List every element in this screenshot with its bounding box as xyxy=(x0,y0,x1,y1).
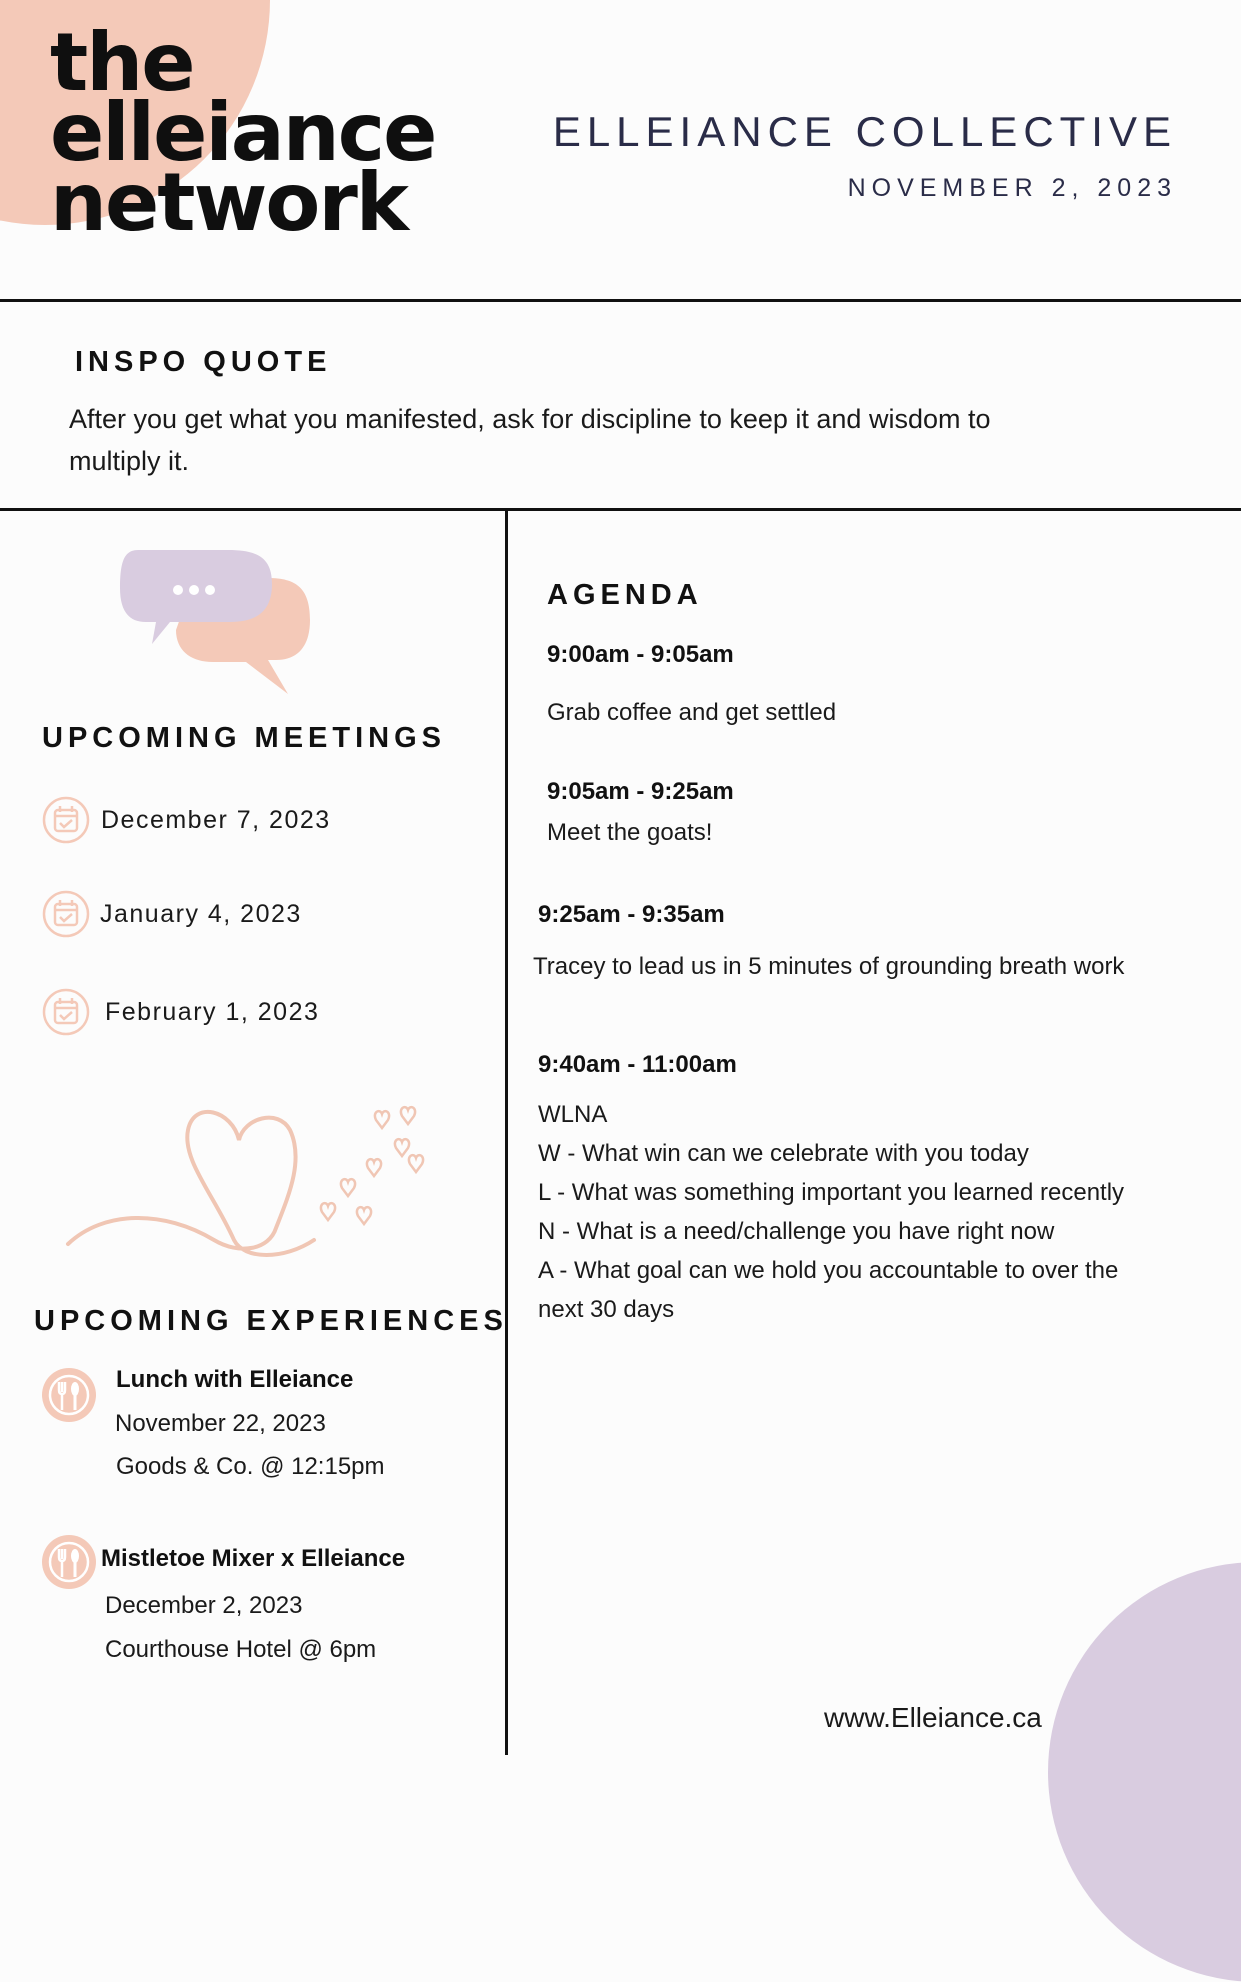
quote-divider xyxy=(0,508,1241,511)
logo xyxy=(50,16,436,249)
wlna-line: W - What win can we celebrate with you today xyxy=(538,1140,1029,1167)
calendar-icon xyxy=(42,890,90,938)
calendar-icon xyxy=(42,796,90,844)
wlna-line: L - What was something important you learned recently xyxy=(538,1179,1125,1206)
website-link[interactable]: www.Elleiance.ca xyxy=(824,1702,1042,1733)
experience-detail: Goods & Co. @ 12:15pm xyxy=(116,1453,385,1480)
page-date: NOVEMBER 2, 2023 xyxy=(847,174,1177,202)
meeting-date: February 1, 2023 xyxy=(105,998,320,1026)
wlna-line: next 30 days xyxy=(538,1296,675,1323)
wlna-line: A - What goal can we hold you accountable to over the xyxy=(538,1257,1119,1284)
logo-line-1: the xyxy=(50,16,194,109)
agenda-time: 9:05am - 9:25am xyxy=(547,778,734,805)
quote-text: After you get what you manifested, ask for discipline to keep it and wisdom to multiply it. xyxy=(69,404,991,476)
column-divider xyxy=(505,508,508,1755)
agenda-wlna-list xyxy=(538,1095,1124,1329)
dining-icon xyxy=(42,1535,96,1589)
agenda-text: Grab coffee and get settled xyxy=(547,699,837,726)
experience-title: Lunch with Elleiance xyxy=(116,1366,354,1393)
dining-icon xyxy=(42,1368,96,1422)
meetings-heading: UPCOMING MEETINGS xyxy=(42,722,447,754)
meeting-date: December 7, 2023 xyxy=(101,806,331,834)
header-divider xyxy=(0,299,1241,302)
experience-date: November 22, 2023 xyxy=(115,1410,326,1437)
logo-line-2: elleiance xyxy=(50,86,436,179)
agenda-time: 9:40am - 11:00am xyxy=(538,1051,737,1078)
agenda-text: Meet the goats! xyxy=(547,819,713,846)
logo-line-3: network xyxy=(50,156,407,249)
experiences-heading: UPCOMING EXPERIENCES xyxy=(34,1305,508,1337)
agenda-text: Tracey to lead us in 5 minutes of grounding breath work xyxy=(533,953,1125,980)
agenda-time: 9:00am - 9:05am xyxy=(547,641,734,668)
chat-bubbles-icon xyxy=(118,548,334,696)
page-title: ELLEIANCE COLLECTIVE xyxy=(552,108,1177,155)
wlna-line: WLNA xyxy=(538,1101,608,1128)
lilac-circle-decoration xyxy=(1048,1562,1241,1982)
calendar-icon xyxy=(42,988,90,1036)
agenda-heading: AGENDA xyxy=(547,579,703,611)
experience-title: Mistletoe Mixer x Elleiance xyxy=(101,1545,406,1572)
meeting-date: January 4, 2023 xyxy=(100,900,302,928)
quote-heading: INSPO QUOTE xyxy=(75,346,332,378)
agenda-time: 9:25am - 9:35am xyxy=(538,901,725,928)
experience-detail: Courthouse Hotel @ 6pm xyxy=(105,1636,377,1663)
heart-squiggle-icon xyxy=(64,1100,434,1260)
experience-date: December 2, 2023 xyxy=(105,1592,303,1619)
wlna-line: N - What is a need/challenge you have right now xyxy=(538,1218,1055,1245)
